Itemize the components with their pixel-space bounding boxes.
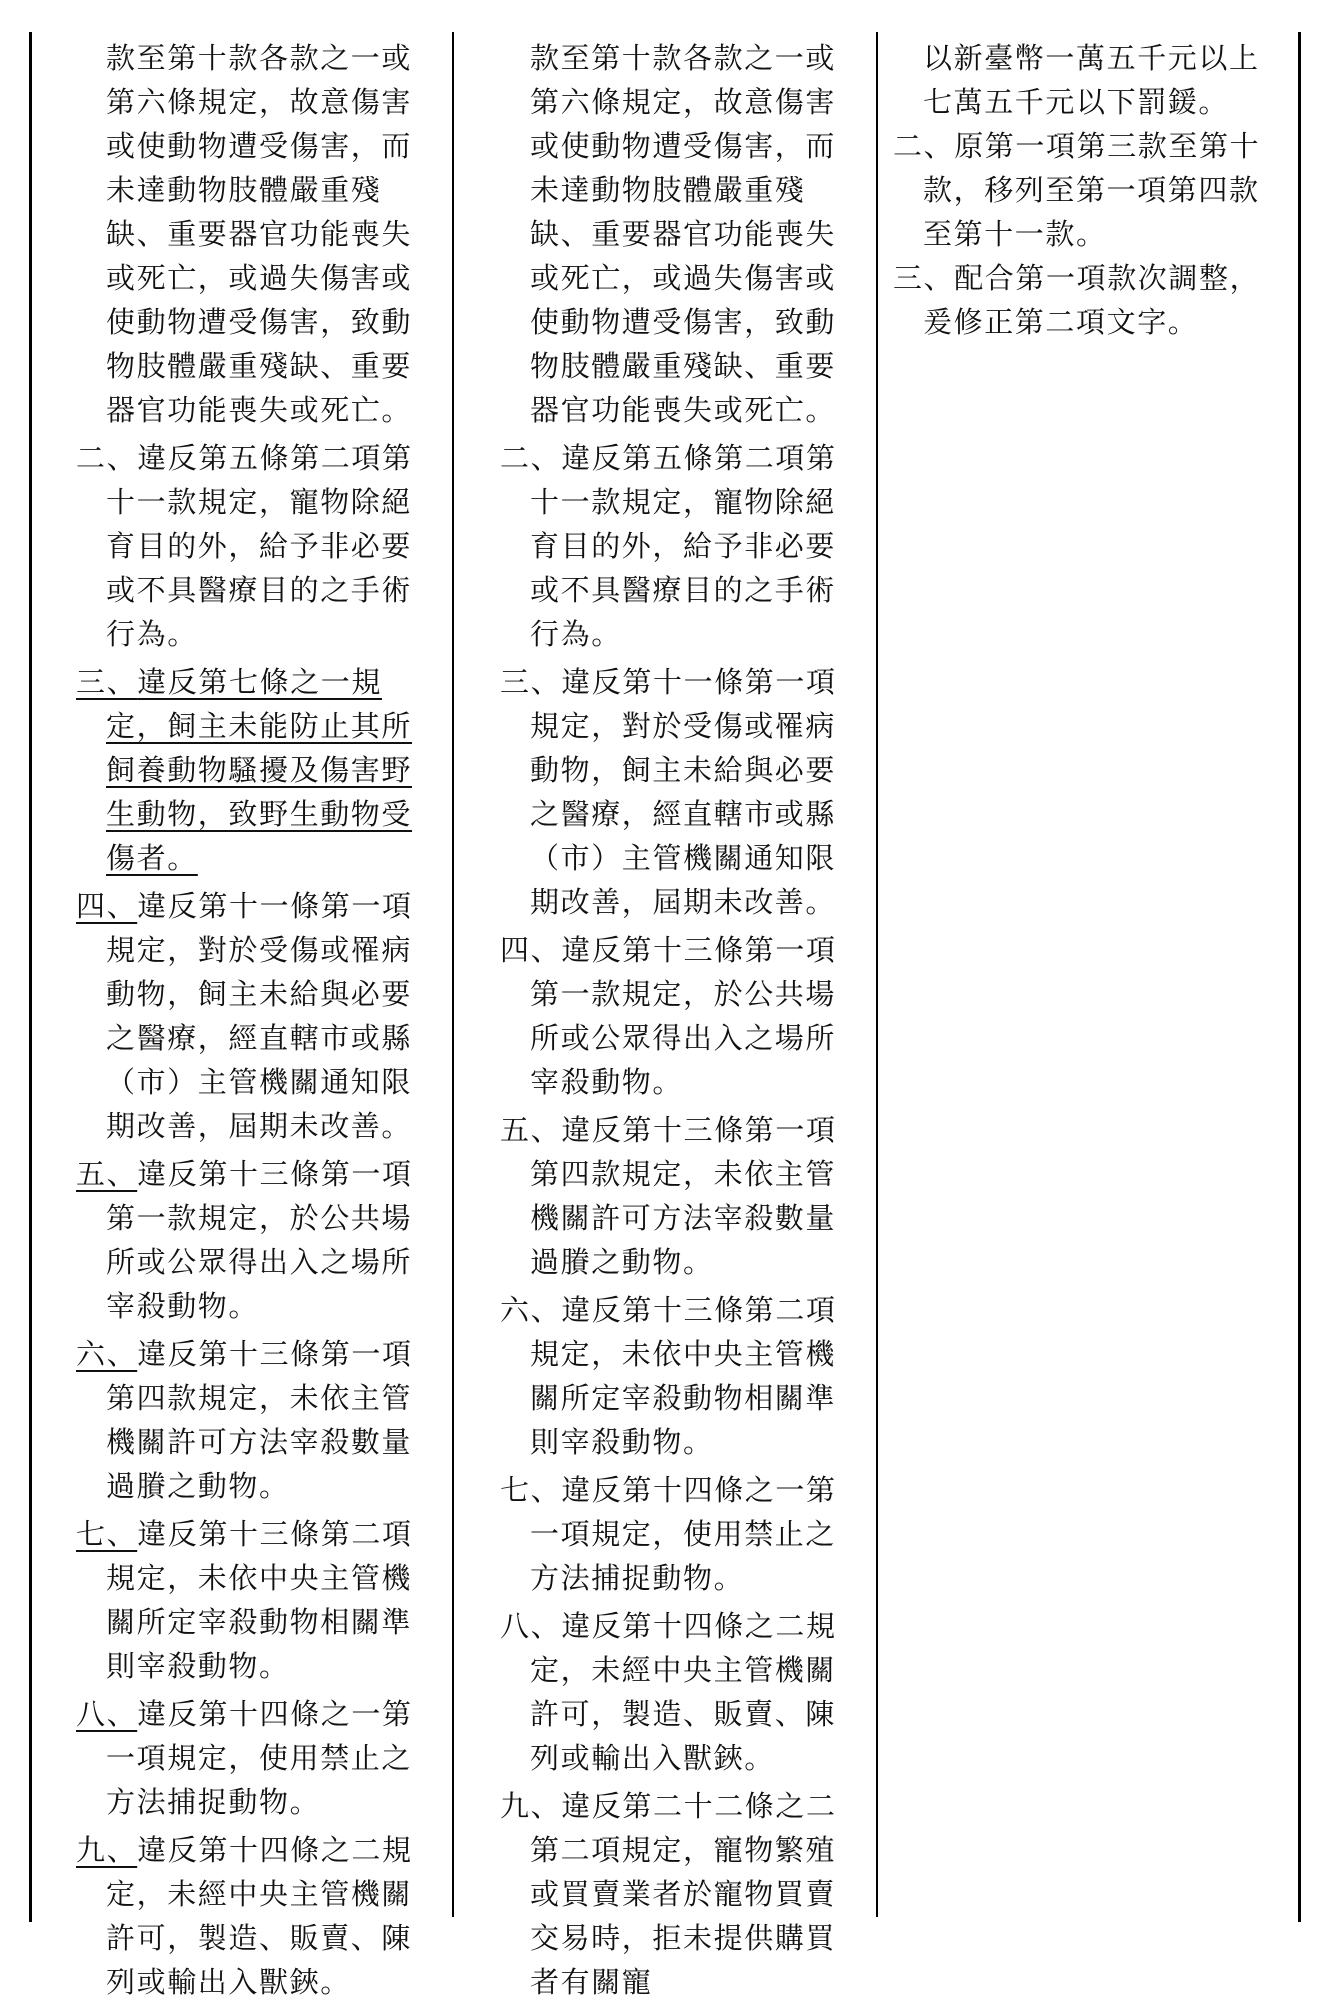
list-item: 款至第十款各款之一或第六條規定，故意傷害或使動物遭受傷害，而未達動物肢體嚴重殘缺、重要器官功能喪失或死亡，或過失傷害或使動物遭受傷害，致動物肢體嚴重殘缺、重要器官功能喪失或死亡。 <box>530 41 837 427</box>
list-item: 八、違反第十四條之一第一項規定，使用禁止之方法捕捉動物。 <box>76 1697 413 1819</box>
current-text-column <box>500 36 866 2004</box>
explanation-column <box>893 36 1289 344</box>
list-item: 二、原第一項第三款至第十款，移列至第一項第四款至第十一款。 <box>893 129 1261 251</box>
column-divider-2 <box>876 32 878 1917</box>
list-item: 九、違反第十四條之二規定，未經中央主管機關許可，製造、販賣、陳列或輸出入獸鋏。 <box>76 1833 413 1999</box>
list-item: 四、違反第十三條第一項第一款規定，於公共場所或公眾得出入之場所宰殺動物。 <box>500 933 837 1099</box>
list-item: 五、違反第十三條第一項第一款規定，於公共場所或公眾得出入之場所宰殺動物。 <box>76 1157 413 1323</box>
list-item: 九、違反第二十二條之二第二項規定，寵物繁殖或買賣業者於寵物買賣交易時，拒未提供購買者有關寵 <box>500 1789 837 1999</box>
list-item: 七、違反第十四條之一第一項規定，使用禁止之方法捕捉動物。 <box>500 1473 837 1595</box>
list-item: 八、違反第十四條之二規定，未經中央主管機關許可，製造、販賣、陳列或輸出入獸鋏。 <box>500 1609 837 1775</box>
list-item: 以新臺幣一萬五千元以上七萬五千元以下罰鍰。 <box>923 41 1260 119</box>
table-border-left <box>29 32 32 1922</box>
list-item: 七、違反第十三條第二項規定，未依中央主管機關所定宰殺動物相關準則宰殺動物。 <box>76 1517 413 1683</box>
list-item: 三、違反第十一條第一項規定，對於受傷或罹病動物，飼主未給與必要之醫療，經直轄市或縣（市）主管機關通知限期改善，屆期未改善。 <box>500 665 837 919</box>
column-divider-1 <box>452 32 454 1917</box>
list-item: 款至第十款各款之一或第六條規定，故意傷害或使動物遭受傷害，而未達動物肢體嚴重殘缺、重要器官功能喪失或死亡，或過失傷害或使動物遭受傷害，致動物肢體嚴重殘缺、重要器官功能喪失或死亡。 <box>106 41 413 427</box>
list-item: 六、違反第十三條第一項第四款規定，未依主管機關許可方法宰殺數量過賸之動物。 <box>76 1337 413 1503</box>
list-item-new-clause: 三、違反第七條之一規定，飼主未能防止其所飼養動物騷擾及傷害野生動物，致野生動物受傷者。 <box>76 665 413 875</box>
table-border-right <box>1298 32 1301 1922</box>
list-item: 二、違反第五條第二項第十一款規定，寵物除絕育目的外，給予非必要或不具醫療目的之手術行為。 <box>76 441 413 651</box>
list-item: 六、違反第十三條第二項規定，未依中央主管機關所定宰殺動物相關準則宰殺動物。 <box>500 1293 837 1459</box>
amended-text-column <box>76 36 442 2004</box>
list-item: 四、違反第十一條第一項規定，對於受傷或罹病動物，飼主未給與必要之醫療，經直轄市或縣（市）主管機關通知限期改善，屆期未改善。 <box>76 889 413 1143</box>
list-item: 二、違反第五條第二項第十一款規定，寵物除絕育目的外，給予非必要或不具醫療目的之手術行為。 <box>500 441 837 651</box>
list-item: 五、違反第十三條第一項第四款規定，未依主管機關許可方法宰殺數量過賸之動物。 <box>500 1113 837 1279</box>
list-item: 三、配合第一項款次調整，爰修正第二項文字。 <box>893 261 1261 339</box>
